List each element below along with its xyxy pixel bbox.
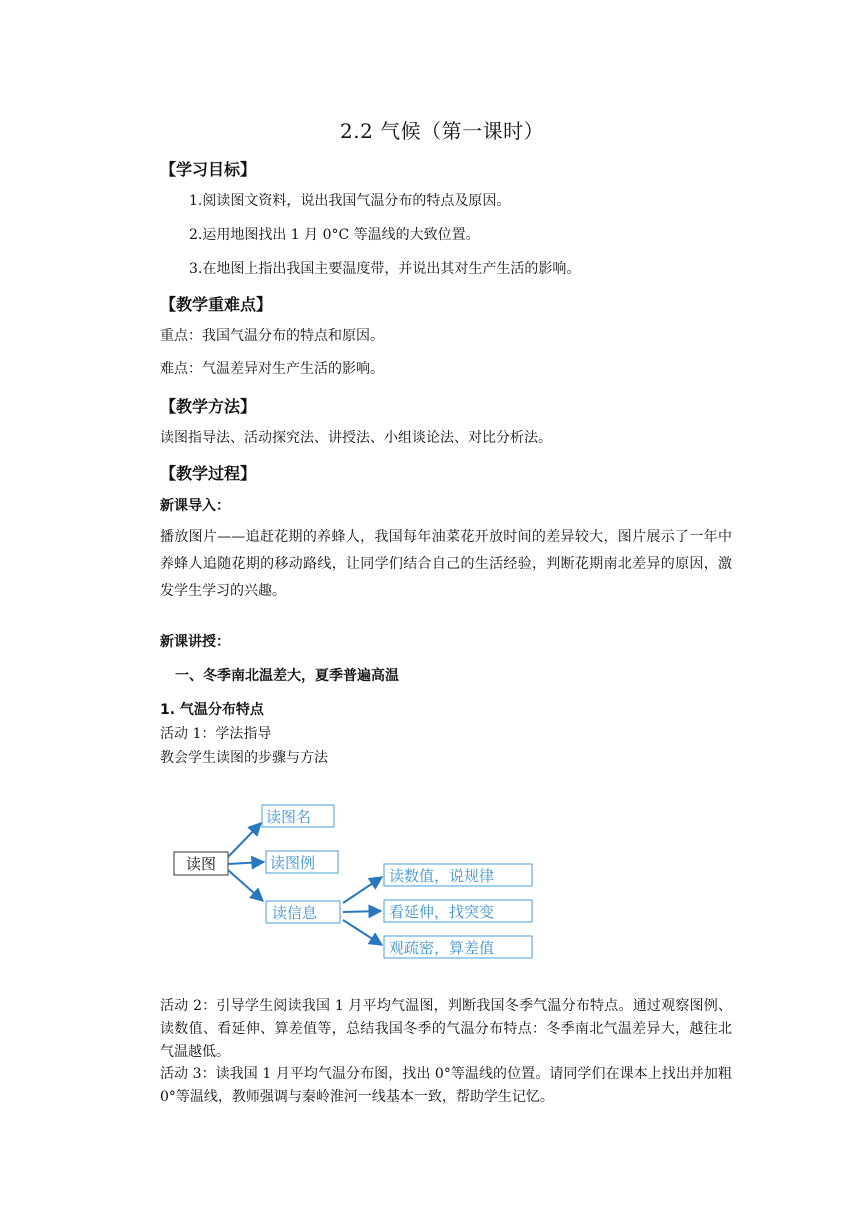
activity-2-paragraph: 活动 2：引导学生阅读我国 1 月平均气温图，判断我国冬季气温分布特点。通过观察图例、读数值、看延伸、算差值等，总结我国冬季的气温分布特点：冬季南北气温差异大，越往北气温越低。 — [160, 998, 732, 1060]
diagram-level1-box-1 — [262, 805, 334, 827]
activity-1-title: 活动 1：学法指导 — [160, 726, 272, 742]
diagram-arrow — [343, 911, 381, 912]
diagram-arrow — [343, 920, 382, 945]
diagram-level1-label-2: 读图例 — [270, 854, 316, 872]
diagram-level2-label-2: 看延伸，找突变 — [389, 903, 495, 921]
diagram-level2-box-2 — [384, 900, 532, 922]
diagram-arrow — [228, 823, 261, 857]
diagram-level1-box-2 — [266, 851, 338, 873]
page-title: 2.2 气候（第一课时） — [340, 119, 545, 143]
diagram-arrow — [228, 862, 264, 864]
section-1-heading: 一、冬季南北温差大，夏季普遍高温 — [175, 668, 399, 684]
lecture-label: 新课讲授： — [160, 634, 230, 650]
objective-item-3: 3.在地图上指出我国主要温度带，并说出其对生产生活的影响。 — [189, 261, 581, 277]
intro-label: 新课导入： — [160, 498, 230, 514]
subsection-1-heading: 1. 气温分布特点 — [160, 702, 264, 718]
difficult-point-text: 难点：气温差异对生产生活的影响。 — [160, 361, 384, 377]
diagram-level2-box-3 — [384, 936, 532, 958]
diagram-level2-label-1: 读数值，说规律 — [389, 867, 495, 885]
map-reading-diagram — [160, 795, 550, 970]
diagram-root-box — [174, 852, 228, 875]
process-heading: 【教学过程】 — [160, 464, 257, 483]
activity-1-text: 教会学生读图的步骤与方法 — [160, 750, 328, 766]
objective-item-1: 1.阅读图文资料，说出我国气温分布的特点及原因。 — [189, 193, 511, 209]
objectives-heading: 【学习目标】 — [160, 160, 257, 179]
diagram-level1-box-3 — [266, 901, 340, 923]
key-points-heading: 【教学重难点】 — [160, 295, 273, 314]
diagram-level2-box-1 — [384, 864, 532, 886]
methods-heading: 【教学方法】 — [160, 397, 257, 416]
objective-item-2: 2.运用地图找出 1 月 0°C 等温线的大致位置。 — [189, 227, 480, 243]
diagram-level2-label-3: 观疏密，算差值 — [389, 939, 495, 957]
activity-3-paragraph: 活动 3：读我国 1 月平均气温分布图，找出 0°等温线的位置。请同学们在课本上找出并加粗 0°等温线，教师强调与秦岭淮河一线基本一致，帮助学生记忆。 — [160, 1066, 732, 1105]
methods-text: 读图指导法、活动探究法、讲授法、小组谈论法、对比分析法。 — [160, 430, 552, 446]
intro-paragraph: 播放图片——追赶花期的养蜂人，我国每年油菜花开放时间的差异较大，图片展示了一年中养蜂人追随花期的移动路线，让同学们结合自己的生活经验，判断花期南北差异的原因，激发学生学习的兴趣。 — [160, 529, 732, 599]
diagram-level1-label-1: 读图名 — [266, 808, 312, 826]
diagram-arrow — [343, 877, 382, 903]
key-point-text: 重点：我国气温分布的特点和原因。 — [160, 328, 384, 344]
diagram-level1-label-3: 读信息 — [272, 904, 318, 922]
diagram-root-label: 读图 — [185, 855, 217, 873]
diagram-arrow — [228, 870, 263, 901]
